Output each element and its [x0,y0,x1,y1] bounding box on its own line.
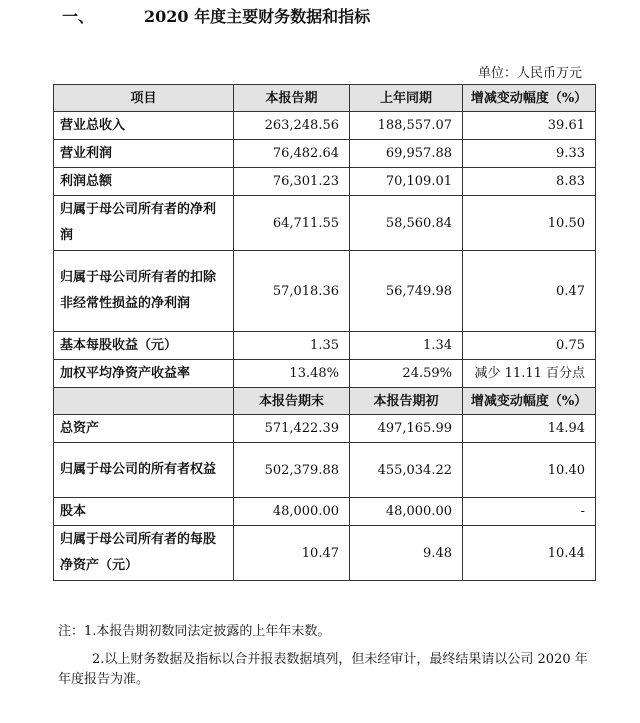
value-cell: 76,482.64 [234,140,350,168]
header-cell: 本报告期 [234,85,350,112]
table-row [54,112,596,140]
value-cell: 1.35 [234,332,350,360]
value-cell: 24.59% [350,360,463,388]
change-cell: 0.75 [463,332,596,360]
header-row-period-end [54,388,596,415]
row-label: 股本 [54,498,234,526]
value-cell: 13.48% [234,360,350,388]
value-cell: 57,018.36 [234,251,350,332]
change-cell: 9.33 [463,140,596,168]
row-label: 归属于母公司的所有者权益 [54,443,234,498]
row-label: 归属于母公司所有者的扣除非经常性损益的净利润 [54,251,234,332]
row-label: 营业利润 [54,140,234,168]
header-cell: 项目 [54,85,234,112]
row-label: 加权平均净资产收益率 [54,360,234,388]
table-row [54,498,596,526]
value-cell: 58,560.84 [350,196,463,251]
header-row-current-period [54,85,596,112]
value-cell: 56,749.98 [350,251,463,332]
note-1: 注：1.本报告期初数同法定披露的上年年末数。 [58,624,331,639]
change-cell: - [463,498,596,526]
header-cell: 增减变动幅度（%） [463,85,596,112]
table-row [54,415,596,443]
table-row [54,526,596,581]
header-cell [54,388,234,415]
table-row [54,140,596,168]
notes [58,622,598,698]
row-label: 营业总收入 [54,112,234,140]
section-number: 一、 [62,7,95,26]
financial-table [53,84,596,581]
value-cell: 571,422.39 [234,415,350,443]
header-cell: 本报告期末 [234,388,350,415]
value-cell: 1.34 [350,332,463,360]
table-row [54,332,596,360]
table-row [54,360,596,388]
value-cell: 188,557.07 [350,112,463,140]
row-label: 利润总额 [54,168,234,196]
header-cell: 上年同期 [350,85,463,112]
value-cell: 502,379.88 [234,443,350,498]
value-cell: 48,000.00 [350,498,463,526]
change-cell: 8.83 [463,168,596,196]
table-row [54,251,596,332]
table-row [54,168,596,196]
change-cell: 10.50 [463,196,596,251]
section-heading [62,4,370,27]
value-cell: 263,248.56 [234,112,350,140]
table-row [54,196,596,251]
value-cell: 69,957.88 [350,140,463,168]
change-cell: 减少 11.11 百分点 [463,360,596,388]
change-cell: 0.47 [463,251,596,332]
value-cell: 455,034.22 [350,443,463,498]
section-title: 2020 年度主要财务数据和指标 [144,7,371,26]
row-label: 归属于母公司所有者的每股净资产（元） [54,526,234,581]
change-cell: 10.44 [463,526,596,581]
header-cell: 增减变动幅度（%） [463,388,596,415]
value-cell: 64,711.55 [234,196,350,251]
value-cell: 76,301.23 [234,168,350,196]
value-cell: 70,109.01 [350,168,463,196]
value-cell: 48,000.00 [234,498,350,526]
row-label: 归属于母公司所有者的净利润 [54,196,234,251]
change-cell: 39.61 [463,112,596,140]
value-cell: 9.48 [350,526,463,581]
header-cell: 本报告期初 [350,388,463,415]
value-cell: 497,165.99 [350,415,463,443]
unit-label: 单位：人民币万元 [477,66,582,81]
table-row [54,443,596,498]
change-cell: 10.40 [463,443,596,498]
note-2: 2.以上财务数据及指标以合并报表数据填列，但未经审计，最终结果请以公司 2020 年年度报告为准。 [58,652,588,687]
row-label: 基本每股收益（元） [54,332,234,360]
row-label: 总资产 [54,415,234,443]
value-cell: 10.47 [234,526,350,581]
change-cell: 14.94 [463,415,596,443]
